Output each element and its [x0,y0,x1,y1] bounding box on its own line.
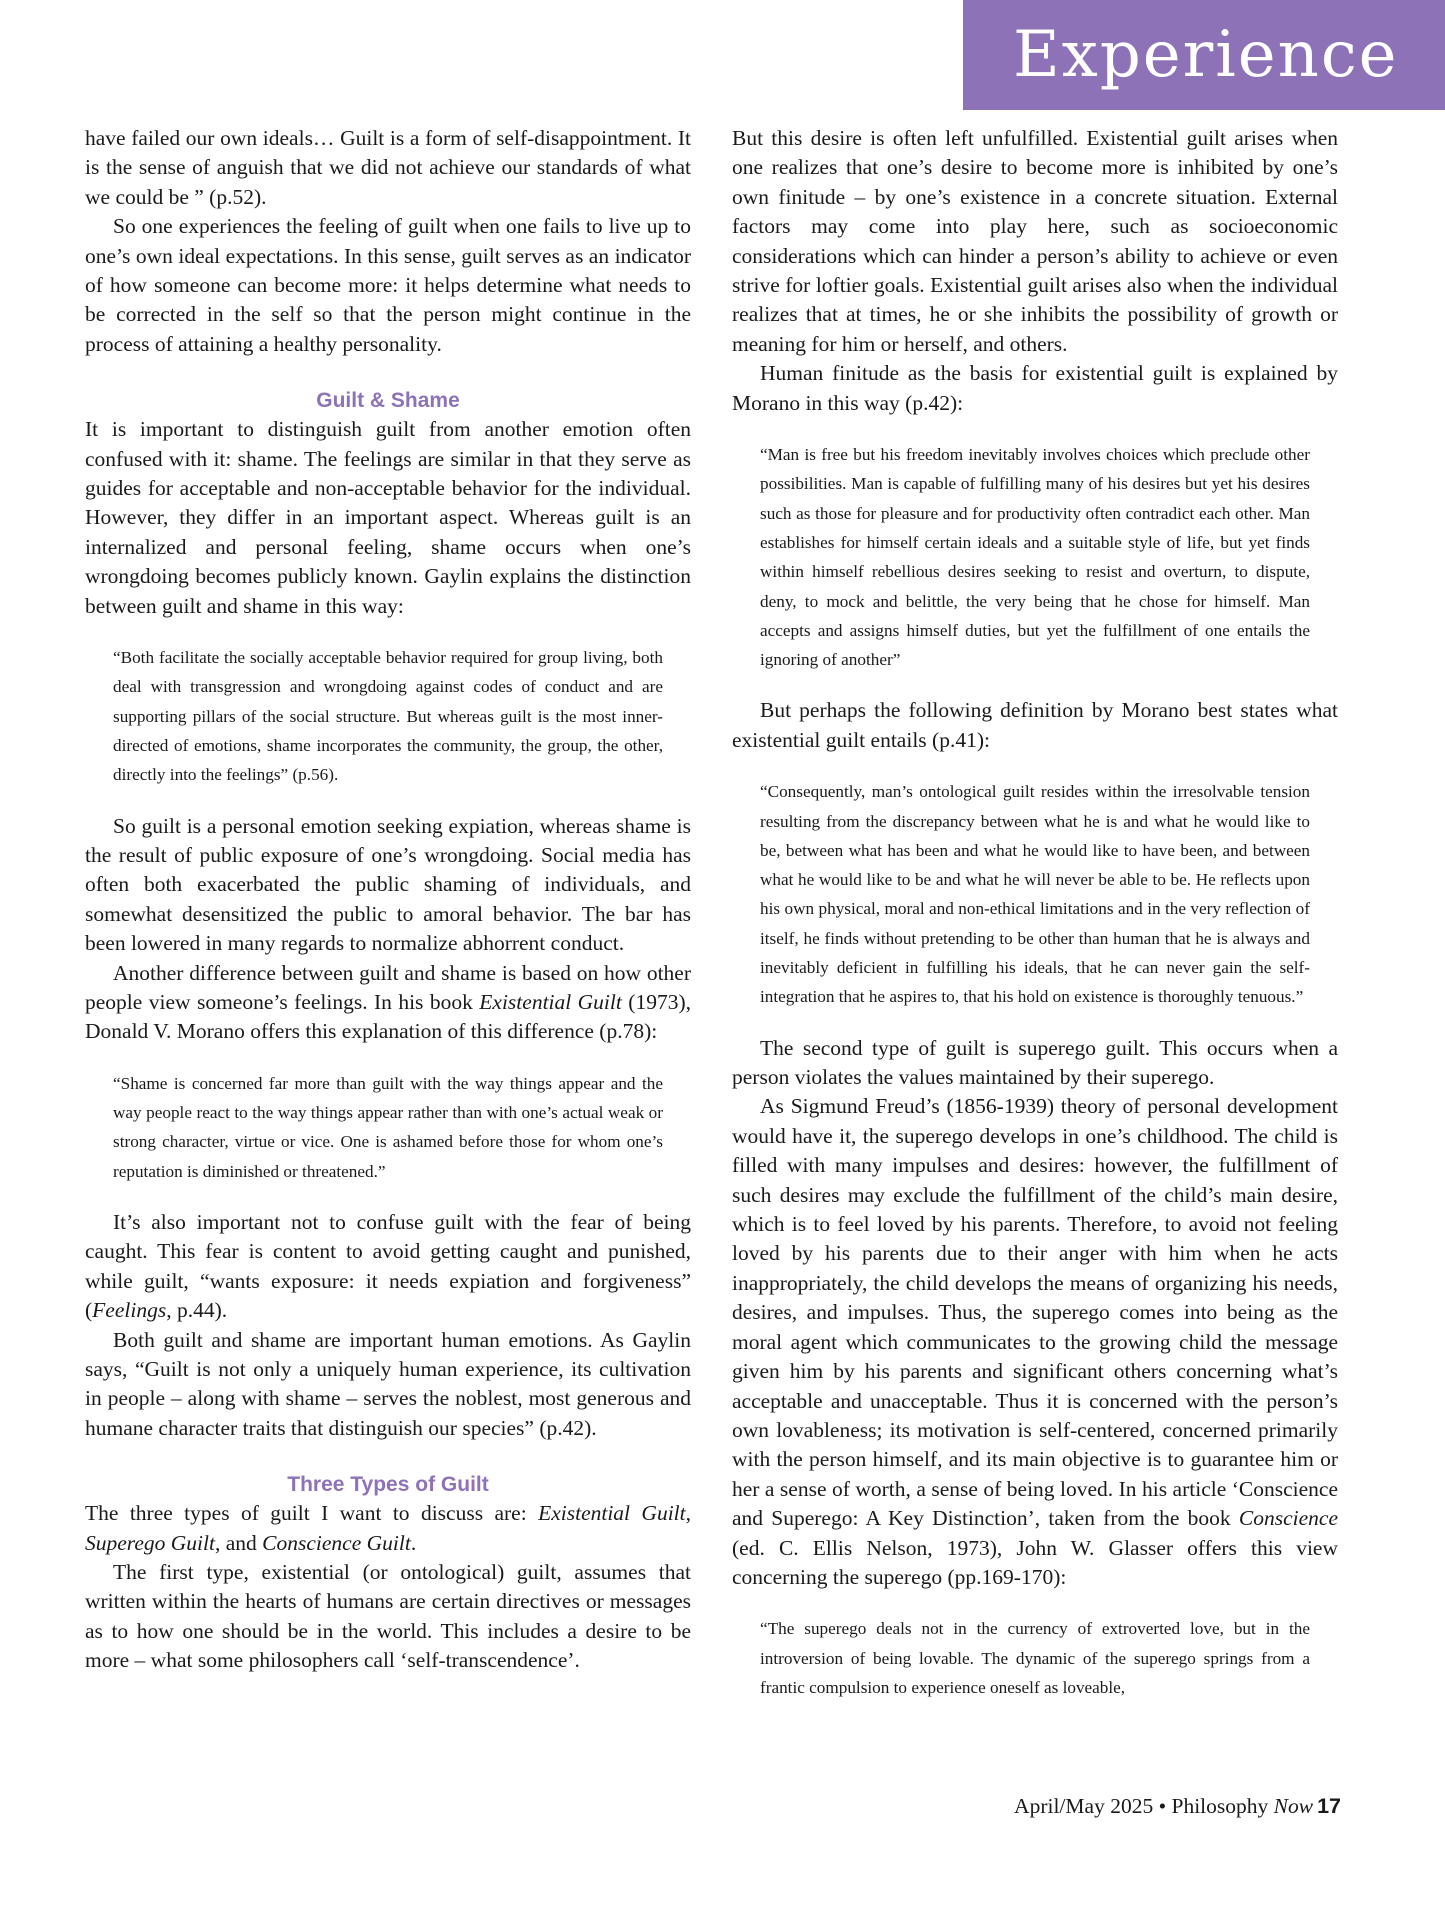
paragraph: Both guilt and shame are important human emotions. As Gaylin says, “Guilt is not only a uniquely human experience, its cultivation in people – along with shame – serves the noblest, most generous and humane character traits that distinguish our species” (p.42). [85,1327,691,1440]
paragraph: So one experiences the feeling of guilt when one fails to live up to one’s own ideal expectations. In this sense, guilt serves as an indicator of how someone can become more: it helps determine what needs to be corrected in the self so that the person might continue in the process of attaining a healthy personality. [85,214,691,356]
book-title: Existential Guilt [479,990,622,1015]
issue-date: April/May 2025 [1014,1794,1154,1818]
block-quote: “Both facilitate the socially acceptable behavior required for group living, both deal with transgression and wrongdoing against codes of conduct and are supporting pillars of the social structure. But whereas guilt is the most inner-directed of emotions, shame incorporates the community, the group, the other, directly into the feelings” (p.56). [113,648,663,785]
section-tab: Experience [963,0,1445,110]
page-number: 17 [1317,1794,1341,1818]
paragraph: So guilt is a personal emotion seeking expiation, whereas shame is the result of public exposure of one’s wrongdoing. Social media has often both exacerbated the public shaming of individuals, and somewhat desensitized the public to amoral behavior. The bar has been lowered in many regards to normalize abhorrent conduct. [85,813,691,956]
paragraph: The first type, existential (or ontological) guilt, assumes that written within the hearts of humans are certain directives or messages as to how one should be in the world. This includes a desire to be more – what some philosophers call ‘self-transcendence’. [85,1560,691,1673]
paragraph: Another difference between guilt and shame is based on how other people view someone’s feelings. In his book Existential Guilt (1973), Donald V. Morano offers this explanation of this difference (p.78): [85,960,691,1044]
paragraph: As Sigmund Freud’s (1856-1939) theory of personal development would have it, the superego develops in one’s childhood. The child is filled with many impulses and desires: however, the fulfillment of such desires may exclude the fulfillment of the child’s main desire, which is to feel loved by his parents. Therefore, to avoid not feeling loved by his parents due to their anger with him when he acts inappropriately, the child develops the means of organizing his needs, desires, and impulses. Thus, the superego comes into being as the moral agent which communicates to the growing child the message given him by his parents and significant others concerning what’s acceptable and unacceptable. Thus it is concerned with the person’s own lovableness; its motivation is self-centered, concerned primarily with the person himself, and its main objective is to guarantee him or her a sense of worth, a sense of being loved. In his article ‘Conscience and Superego: A Key Distinction’, taken from the book Conscience (ed. C. Ellis Nelson, 1973), John W. Glasser offers this view concerning the superego (pp.169-170): [732,1094,1338,1589]
block-quote: “Shame is concerned far more than guilt with the way things appear and the way people react to the way things appear rather than with one’s actual weak or strong character, virtue or vice. One is ashamed before those for whom one’s reputation is diminished or threatened.” [113,1073,663,1181]
page-footer: April/May 2025 • Philosophy Now 17 [1014,1794,1341,1818]
book-title: Feelings [92,1298,167,1323]
paragraph: But perhaps the following definition by Morano best states what existential guilt entails (p.41): [732,698,1338,752]
paragraph: Human finitude as the basis for existential guilt is explained by Morano in this way (p.42): [732,361,1338,415]
paragraph: The three types of guilt I want to discuss are: Existential Guilt, Superego Guilt, and Conscience Guilt. [85,1501,691,1555]
paragraph: have failed our own ideals… Guilt is a form of self-disappointment. It is the sense of anguish that we did not achieve our standards of what we could be ” (p.52). [85,126,691,209]
section-heading: Guilt & Shame [316,389,460,413]
block-quote: “The superego deals not in the currency of extroverted love, but in the introversion of being lovable. The dynamic of the superego springs from a frantic compulsion to experience oneself as loveable, [760,1619,1310,1697]
paragraph: It is important to distinguish guilt from another emotion often confused with it: shame. The feelings are similar in that they serve as guides for acceptable and non-acceptable behavior for the individual. However, they differ in an important aspect. Whereas guilt is an internalized and personal feeling, shame occurs when one’s wrongdoing becomes publicly known. Gaylin explains the distinction between guilt and shame in this way: [85,417,691,618]
left-column [85,124,691,1676]
paragraph: The second type of guilt is superego guilt. This occurs when a person violates the values maintained by their superego. [732,1035,1338,1090]
right-column [732,124,1338,1702]
paragraph: It’s also important not to confuse guilt with the fear of being caught. This fear is content to avoid getting caught and punished, while guilt, “wants exposure: it needs expiation and forgiveness” (Feelings, p.44). [85,1210,691,1323]
magazine-name: Philosophy [1171,1794,1274,1818]
section-heading: Three Types of Guilt [287,1473,489,1497]
book-title: Conscience [1238,1506,1338,1531]
block-quote: “Consequently, man’s ontological guilt resides within the irresolvable tension resulting from the discrepancy between what he is and what he would like to be, between what has been and what he would like to have been, and between what he would like to be and what he will never be able to be. He reflects upon his own physical, moral and non-ethical limitations and in the very reflection of itself, he finds without pretending to be other than human that he is always and inevitably deficient in fulfilling his ideals, that he can never gain the self-integration that he aspires to, that his hold on existence is thoroughly tenuous.” [760,782,1310,1007]
paragraph: But this desire is often left unfulfilled. Existential guilt arises when one realizes that one’s desire to become more is inhibited by one’s own finitude – by one’s existence in a concrete situation. External factors may come into play here, such as socioeconomic considerations which can hinder a person’s ability to achieve or even strive for loftier goals. Existential guilt arises also when the individual realizes that at times, he or she inhibits the possibility of growth or meaning for him or herself, and others. [732,126,1338,356]
block-quote: “Man is free but his freedom inevitably involves choices which preclude other possibilities. Man is capable of fulfilling many of his desires but yet his desires such as those for pleasure and for productivity often contradict each other. Man establishes for himself certain ideals and a suitable style of life, but yet finds within himself rebellious desires seeking to resist and overturn, to dispute, deny, to mock and belittle, the very being that he chose for himself. Man accepts and assigns himself duties, but yet the fulfillment of one entails the ignoring of another” [760,445,1310,670]
